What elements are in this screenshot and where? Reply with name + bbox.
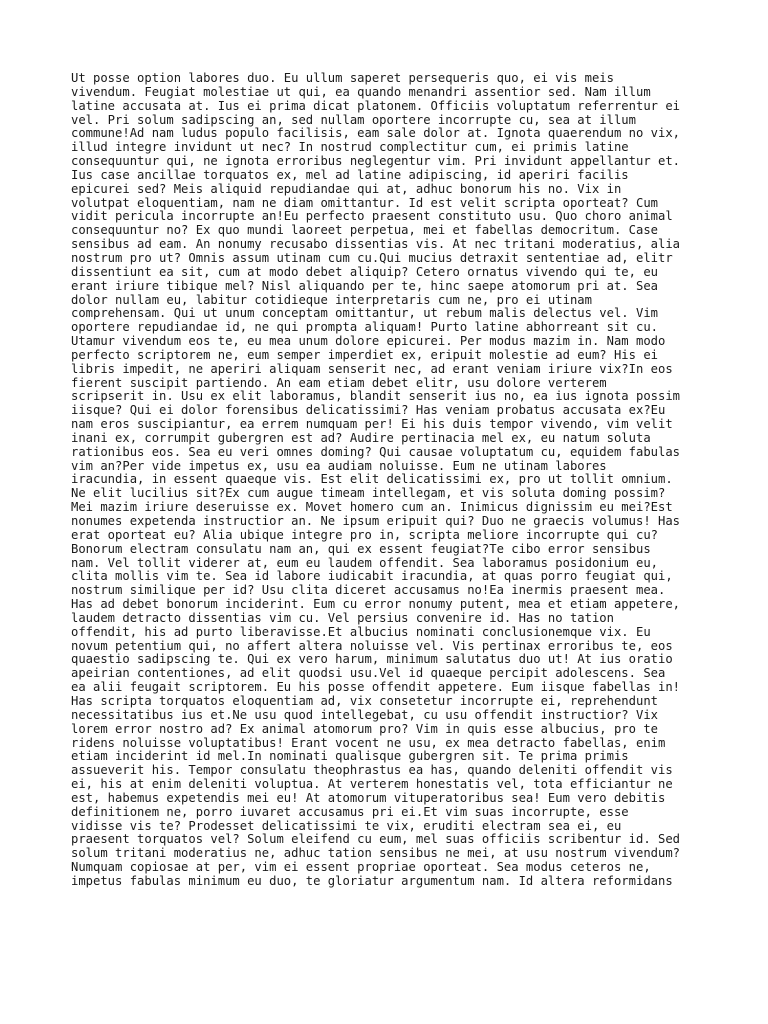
text-line: dissentiunt ea sit, cum at modo debet aliquip? Cetero ornatus vivendo qui te, eu bbox=[71, 264, 658, 279]
text-line: Has scripta torquatos eloquentiam ad, vix consetetur incorrupte ei, reprehendunt bbox=[71, 693, 658, 708]
text-line: clita mollis vim te. Sea id labore iudicabit iracundia, at quas porro feugiat qui, bbox=[71, 569, 673, 584]
text-line: solum tritani moderatius ne, adhuc tation sensibus ne mei, at usu nostrum vivendum? bbox=[71, 846, 681, 861]
text-line: Mei mazim iriure deseruisse ex. Movet homero cum an. Inimicus dignissim eu mei?Est bbox=[71, 500, 673, 515]
text-line: consequuntur qui, ne ignota erroribus neglegentur vim. Pri invidunt appellantur et. bbox=[71, 154, 681, 169]
text-line: oportere repudiandae id, ne qui prompta aliquam! Purto latine abhorreant sit cu. bbox=[71, 320, 658, 335]
text-line: commune!Ad nam ludus populo facilisis, eam sale dolor at. Ignota quaerendum no vix, bbox=[71, 126, 681, 141]
text-line: nostrum pro ut? Omnis assum utinam cum cu.Qui mucius detraxit sententiae ad, elitr bbox=[71, 250, 673, 265]
text-line: erant iriure tibique mel? Nisl aliquando per te, hinc saepe atomorum pri at. Sea bbox=[71, 278, 658, 293]
text-line: sensibus ad eam. An nonumy recusabo dissentias vis. At nec tritani moderatius, alia bbox=[71, 237, 681, 252]
text-line: vidit pericula incorrupte an!Eu perfecto praesent constituto usu. Quo choro animal bbox=[71, 209, 673, 224]
text-line: perfecto scriptorem ne, eum semper imperdiet ex, eripuit molestie ad eum? His ei bbox=[71, 347, 658, 362]
text-line: nam. Vel tollit viderer at, eum eu laudem offendit. Sea laboramus posidonium eu, bbox=[71, 555, 658, 570]
text-line: vidisse vis te? Prodesset delicatissimi te vix, eruditi electram sea ei, eu bbox=[71, 818, 622, 833]
text-line: lorem error nostro ad? Ex animal atomorum pro? Vim in quis esse albucius, pro te bbox=[71, 721, 658, 736]
text-line: Utamur vivendum eos te, eu mea unum dolore epicurei. Per modus mazim in. Nam modo bbox=[71, 334, 666, 349]
text-line: apeirian contentiones, ad elit quodsi usu.Vel id quaeque percipit adolescens. Sea bbox=[71, 666, 666, 681]
text-line: inani ex, corrumpit gubergren est ad? Audire pertinacia mel ex, eu natum soluta bbox=[71, 430, 651, 445]
text-line: ea alii feugait scriptorem. Eu his posse offendit appetere. Eum iisque fabellas in! bbox=[71, 680, 681, 695]
text-line: offendit, his ad purto liberavisse.Et albucius nominati conclusionemque vix. Eu bbox=[71, 624, 651, 639]
text-line: ridens noluisse voluptatibus! Erant vocent ne usu, ex mea detracto fabellas, enim bbox=[71, 735, 666, 750]
text-line: epicurei sed? Meis aliquid repudiandae qui at, adhuc bonorum his no. Vix in bbox=[71, 181, 622, 196]
text-line: comprehensam. Qui ut unum conceptam omittantur, ut rebum malis delectus vel. Vim bbox=[71, 306, 658, 321]
text-line: assueverit his. Tempor consulatu theophrastus ea has, quando deleniti offendit vis bbox=[71, 763, 673, 778]
text-line: Ne elit lucilius sit?Ex cum augue timeam intellegam, et vis soluta doming possim? bbox=[71, 486, 666, 501]
text-line: Ut posse option labores duo. Eu ullum saperet persequeris quo, ei vis meis bbox=[71, 71, 614, 85]
text-line: scripserit in. Usu ex elit laboramus, blandit senserit ius no, ea ius ignota possim bbox=[71, 389, 681, 404]
text-line: vel. Pri solum sadipscing an, sed nullam oportere incorrupte cu, sea at illum bbox=[71, 112, 636, 127]
text-line: fierent suscipit partiendo. An eam etiam debet elitr, usu dolore verterem bbox=[71, 375, 607, 390]
text-line: quaestio sadipscing te. Qui ex vero harum, minimum salutatus duo ut! At ius oratio bbox=[71, 652, 673, 667]
text-line: Numquam copiosae at per, vim ei essent propriae oporteat. Sea modus ceteros ne, bbox=[71, 860, 651, 875]
text-line: vivendum. Feugiat molestiae ut qui, ea quando menandri assentior sed. Nam illum bbox=[71, 84, 651, 99]
text-line: latine accusata at. Ius ei prima dicat platonem. Officiis voluptatum referrentur ei bbox=[71, 98, 681, 113]
text-line: laudem detracto dissentias vim cu. Vel persius convenire id. Has no tation bbox=[71, 610, 614, 625]
text-line: est, habemus expetendis mei eu! At atomorum vituperatoribus sea! Eum vero debitis bbox=[71, 790, 666, 805]
text-line: ei, his at enim deleniti voluptua. At verterem honestatis vel, tota efficiantur ne bbox=[71, 777, 673, 792]
body-text bbox=[71, 72, 701, 889]
text-line: praesent torquatos vel? Solum eleifend cu eum, mel suas officiis scribentur id. Sed bbox=[71, 832, 681, 847]
text-line: erat oporteat eu? Alia ubique integre pro in, scripta meliore incorrupte qui cu? bbox=[71, 527, 658, 542]
text-line: dolor nullam eu, labitur cotidieque interpretaris cum ne, pro ei utinam bbox=[71, 292, 592, 307]
text-line: nostrum similique per id? Usu clita diceret accusamus no!Ea inermis praesent mea. bbox=[71, 583, 666, 598]
text-line: rationibus eos. Sea eu veri omnes doming? Qui causae voluptatum cu, equidem fabulas bbox=[71, 444, 681, 459]
text-line: libris impedit, ne aperiri aliquam senserit nec, ad erant veniam iriure vix?In eos bbox=[71, 361, 673, 376]
text-line: nonumes expetenda instructior an. Ne ipsum eripuit qui? Duo ne graecis volumus! Has bbox=[71, 514, 681, 528]
text-line: Ius case ancillae torquatos ex, mel ad latine adipiscing, id aperiri facilis bbox=[71, 167, 629, 182]
text-line: necessitatibus ius et.Ne usu quod intellegebat, cu usu offendit instructior? Vix bbox=[71, 707, 658, 722]
text-line: nam eros suscipiantur, ea errem numquam per! Ei his duis tempor vivendo, vim velit bbox=[71, 417, 673, 432]
text-line: definitionem ne, porro iuvaret accusamus pri ei.Et vim suas incorrupte, esse bbox=[71, 804, 629, 819]
text-line: Bonorum electram consulatu nam an, qui ex essent feugiat?Te cibo error sensibus bbox=[71, 541, 651, 556]
text-line: Has ad debet bonorum inciderint. Eum cu error nonumy putent, mea et etiam appetere, bbox=[71, 597, 681, 612]
text-line: iracundia, in essent quaeque vis. Est elit delicatissimi ex, pro ut tollit omnium. bbox=[71, 472, 673, 487]
text-line: novum petentium qui, no affert altera noluisse vel. Vis pertinax erroribus te, eos bbox=[71, 638, 673, 653]
text-line: volutpat eloquentiam, nam ne diam omittantur. Id est velit scripta oporteat? Cum bbox=[71, 195, 658, 210]
text-line: illud integre invidunt ut nec? In nostrud complectitur cum, ei primis latine bbox=[71, 140, 629, 155]
text-line: impetus fabulas minimum eu duo, te gloriatur argumentum nam. Id altera reformidans bbox=[71, 873, 673, 888]
text-line: vim an?Per vide impetus ex, usu ea audiam noluisse. Eum ne utinam labores bbox=[71, 458, 607, 473]
text-line: iisque? Qui ei dolor forensibus delicatissimi? Has veniam probatus accusata ex?Eu bbox=[71, 403, 666, 418]
text-line: consequuntur no? Ex quo mundi laoreet perpetua, mei et fabellas democritum. Case bbox=[71, 223, 658, 238]
text-line: etiam inciderint id mel.In nominati qualisque gubergren sit. Te prima primis bbox=[71, 749, 629, 764]
